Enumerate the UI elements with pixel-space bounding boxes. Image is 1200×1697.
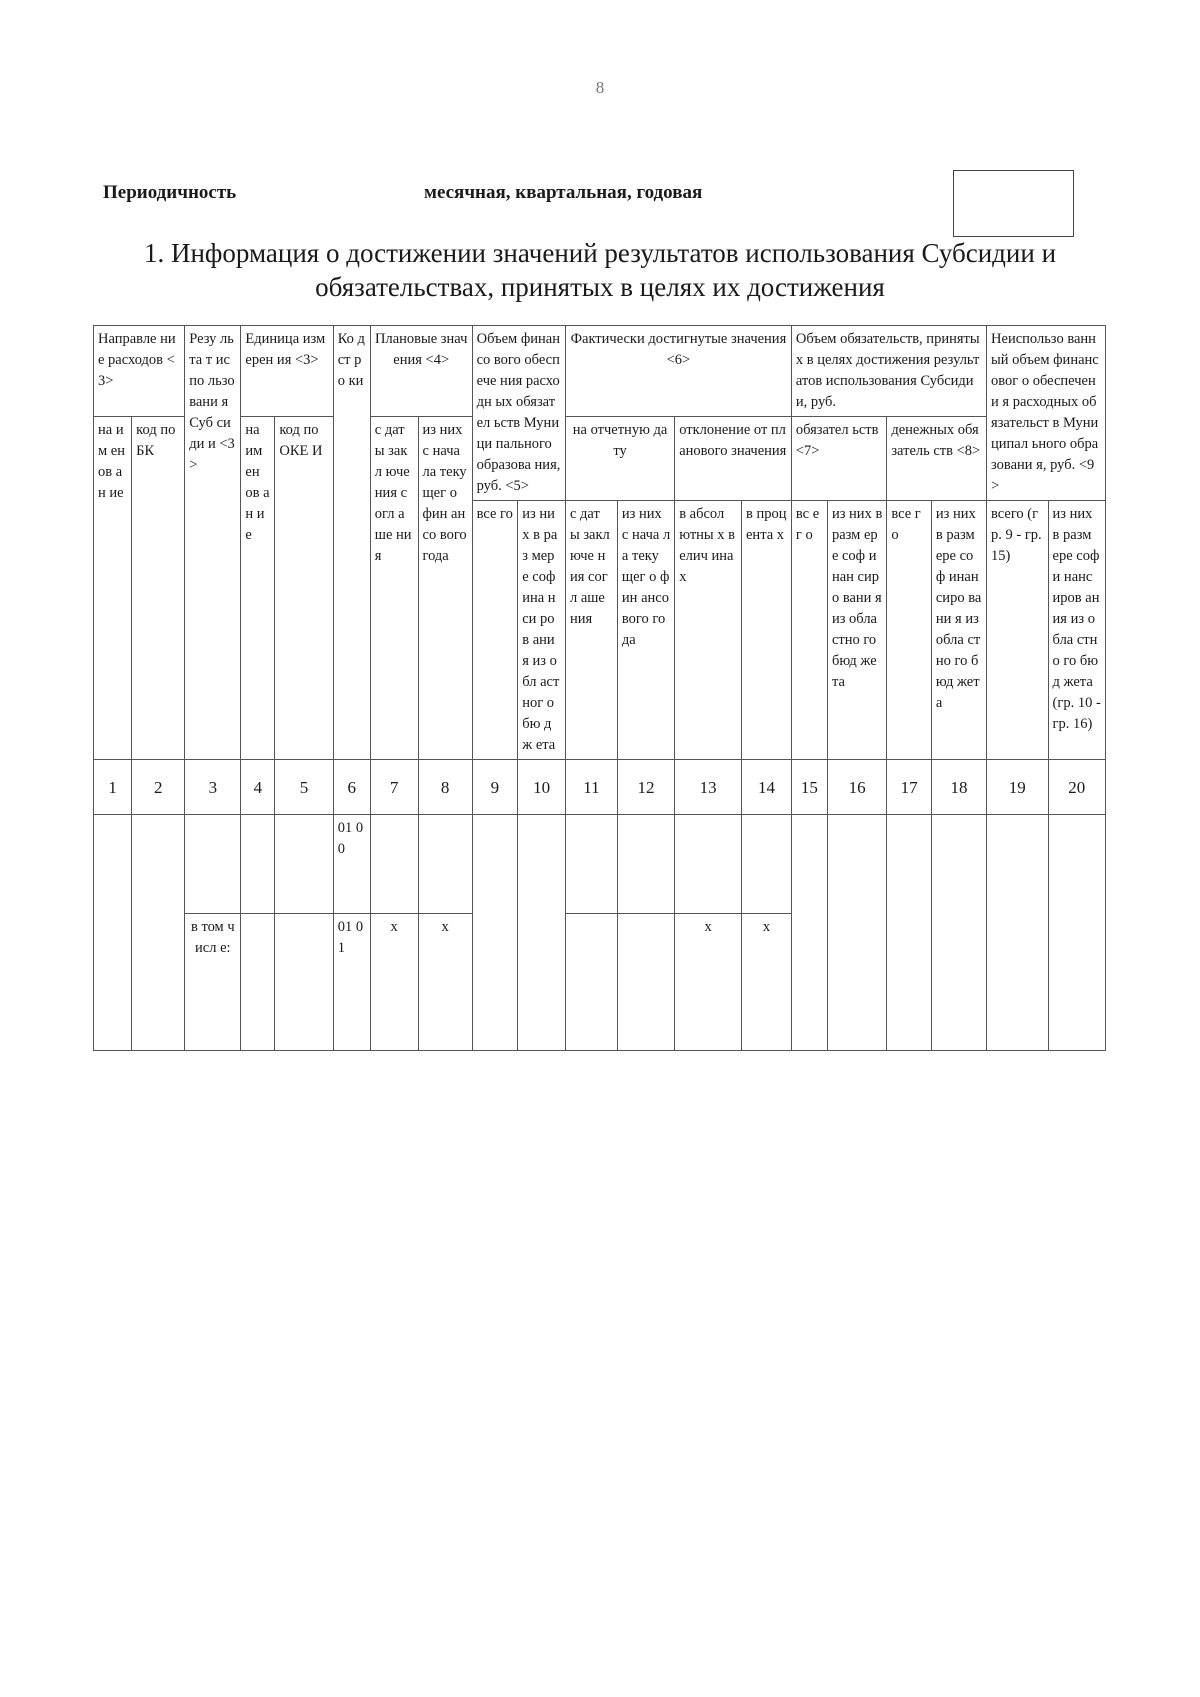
column-number: 9 [472,760,518,815]
column-number: 10 [518,760,566,815]
header-obligations-money: денежных обязатель ств <8> [887,417,987,501]
section-title [100,236,1100,304]
periodicity-label: Периодичность [103,182,237,203]
header-obligations-oblig-cofin: из них в разм ере соф инан сиро вани я из обла стно го бюд жета [827,501,886,760]
header-obligations-oblig-total: вс ег о [791,501,827,760]
table-cell [241,815,275,914]
section-title-line1: 1. Информация о достижении значений результатов использования Субсидии и [143,238,1057,268]
header-obligations: Объем обязательств, принятых в целях достижения результатов использования Субсидии, руб. [791,326,986,417]
header-obligations-oblig: обязател ьств <7> [791,417,886,501]
column-number: 11 [565,760,617,815]
header-direction-name: на им ен ов ан ие [94,417,132,760]
including-cell: в том числ е: [185,914,241,1051]
page-number: 8 [595,78,605,97]
periodicity-code-box [953,170,1074,237]
table-cell [827,815,886,1051]
column-number: 20 [1048,760,1105,815]
header-unused-total: всего (гр. 9 - гр. 15) [987,501,1049,760]
header-unit: Единица измерен ия <3> [241,326,333,417]
header-planned: Плановые значения <4> [370,326,472,417]
table-cell [931,815,986,1051]
table-cell [617,914,674,1051]
column-number: 17 [887,760,932,815]
row-code-cell: 01 01 [333,914,370,1051]
header-unused-cofin: из них в разм ере софи нанс иров ания из обла стно го бюд жета (гр. 10 - гр. 16) [1048,501,1105,760]
row-code-cell: 01 00 [333,815,370,914]
table-cell [275,914,333,1051]
report-table [93,325,1106,1051]
header-financing: Объем финансо вого обеспече ния расходн ых обязател ьств Муници пального образова ния, руб. <5> [472,326,565,501]
table-cell [565,815,617,914]
header-deviation: отклонение от планового значения [675,417,792,501]
table-cell [518,815,566,1051]
header-financing-cofin: из них в раз мер е соф ина нси ров ани я из обл аст ног о бю дж ета [518,501,566,760]
header-deviation-abs: в абсол ютны х велич инах [675,501,742,760]
column-number: 14 [742,760,792,815]
table-cell [1048,815,1105,1051]
table-cell [370,815,418,914]
x-mark: x [370,914,418,1051]
table-cell [565,914,617,1051]
column-number: 12 [617,760,674,815]
section-title-line2: обязательствах, принятых в целях их достижения [315,272,885,302]
periodicity-value: месячная, квартальная, годовая [424,182,703,203]
column-number: 18 [931,760,986,815]
header-result: Резу льта т испо льзо вани я Суб сиди и <3> [185,326,241,760]
column-number-row [94,760,1106,815]
header-actual: Фактически достигнутые значения <6> [565,326,791,417]
column-number: 5 [275,760,333,815]
column-number: 13 [675,760,742,815]
header-unit-name: на им ен ов ан ие [241,417,275,760]
table-row [94,815,1106,914]
header-direction-code: код по БК [132,417,185,760]
table-cell [791,815,827,1051]
table-cell [275,815,333,914]
header-unused: Неиспользо ванный объем финансовог о обеспечени я расходных обязательст в Муниципал ьного образовани я, руб. <9> [987,326,1106,501]
table-cell [987,815,1049,1051]
column-number: 16 [827,760,886,815]
column-number: 2 [132,760,185,815]
column-number: 15 [791,760,827,815]
table-cell [742,815,792,914]
column-number: 3 [185,760,241,815]
header-obligations-money-cofin: из них в разм ере соф инан сиро вани я из обла стно го бюд жета [931,501,986,760]
table-cell [887,815,932,1051]
column-number: 4 [241,760,275,815]
x-mark: x [675,914,742,1051]
table-cell [472,815,518,1051]
header-planned-from-agreement: с дат ы закл юче ния согл аше ния [370,417,418,760]
column-number: 8 [418,760,472,815]
header-row-1 [94,326,1106,417]
column-number: 1 [94,760,132,815]
table-cell [241,914,275,1051]
table-cell [418,815,472,914]
header-planned-current-year: из них с нача ла теку щег о фин ансо вого года [418,417,472,760]
header-financing-total: все го [472,501,518,760]
header-obligations-money-total: все го [887,501,932,760]
header-row-code: Ко д ст ро ки [333,326,370,760]
header-actual-current-year: из них с нача ла теку щег о фин ансо вого года [617,501,674,760]
header-row-2 [94,417,1106,501]
header-unit-code: код по ОКЕ И [275,417,333,760]
table-cell [185,815,241,914]
header-actual-from-agreement: с дат ы закл юче ния согл аше ния [565,501,617,760]
column-number: 19 [987,760,1049,815]
header-actual-on-date: на отчетную дату [565,417,674,501]
column-number: 6 [333,760,370,815]
x-mark: x [418,914,472,1051]
header-deviation-pct: в проц ента х [742,501,792,760]
table-cell [132,815,185,1051]
table-cell [94,815,132,1051]
header-direction: Направле ние расходов <3> [94,326,185,417]
table-cell [675,815,742,914]
x-mark: x [742,914,792,1051]
table-cell [617,815,674,914]
column-number: 7 [370,760,418,815]
